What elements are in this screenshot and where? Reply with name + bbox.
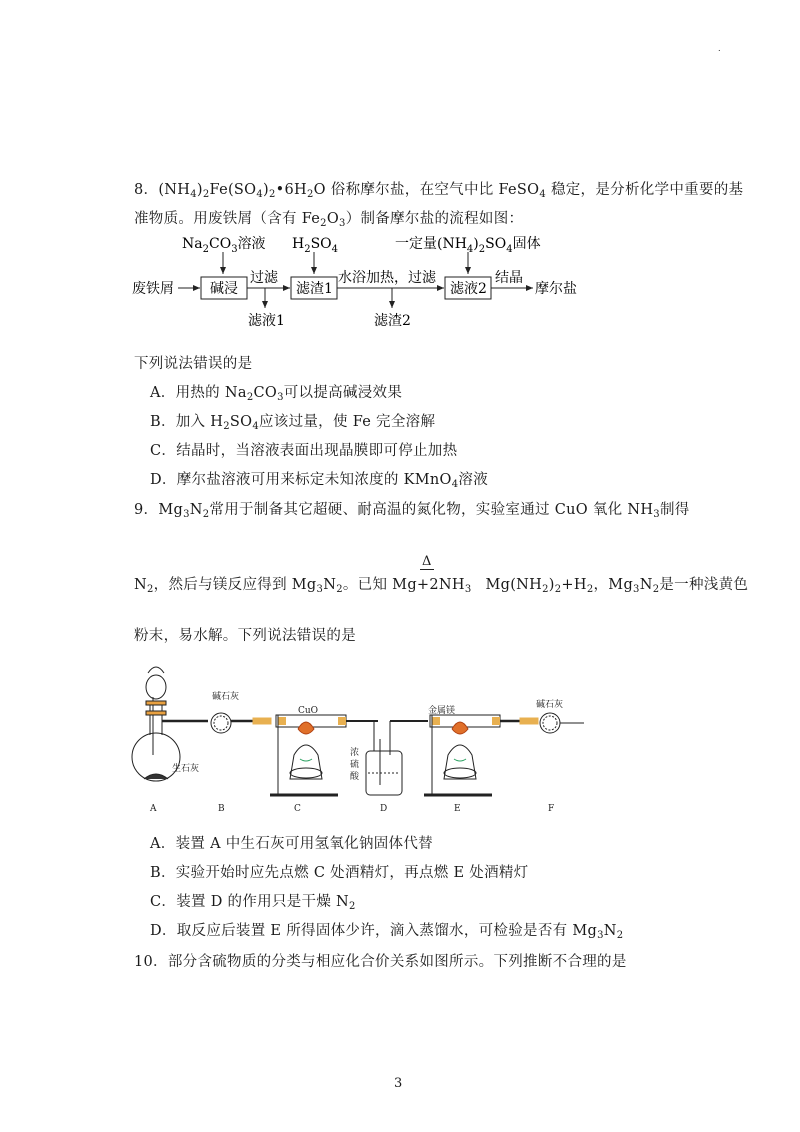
apparatus-c — [270, 715, 378, 795]
q8-option-d: D．摩尔盐溶液可用来标定未知浓度的 KMnO$_4$溶液 — [150, 472, 489, 490]
q8-option-c: C．结晶时，当溶液表面出现晶膜即可停止加热 — [150, 443, 458, 459]
flow-out1: 滤液1 — [248, 313, 285, 329]
q10-text: 10．部分含硫物质的分类与相应化合价关系如图所示。下列推断不合理的是 — [134, 954, 627, 970]
q9-line3: 粉末，易水解。下列说法错误的是 — [134, 628, 356, 644]
apparatus-d — [366, 721, 428, 795]
d-reagent-1: 浓 — [350, 748, 360, 758]
label-d: D — [380, 804, 388, 814]
page-number: 3 — [394, 1076, 403, 1091]
q9-line1: 9．$Mg_3N_2$常用于制备其它超硬、耐高温的氮化物，实验室通过 CuO 氧化 $NH_3$制得 — [134, 502, 690, 520]
q9-option-b: B．实验开始时应先点燃 C 处酒精灯，再点燃 E 处酒精灯 — [150, 865, 529, 881]
q8-stem: 下列说法错误的是 — [134, 356, 253, 372]
corner-mark: . — [718, 44, 721, 53]
d-reagent-2: 硫 — [350, 760, 360, 770]
flow-box2-label: 滤渣1 — [296, 281, 333, 297]
delta-symbol: Δ — [422, 554, 432, 569]
q8-line2: 准物质。用废铁屑（含有 $Fe_2O_3$）制备摩尔盐的流程如图： — [134, 211, 524, 229]
flow-box3-label: 滤液2 — [450, 281, 487, 297]
label-e: E — [454, 804, 461, 814]
q8-option-a: A．用热的 $Na_2CO_3$可以提高碱浸效果 — [150, 385, 403, 403]
f-reagent-label: 碱石灰 — [536, 700, 564, 710]
apparatus-f — [540, 713, 584, 733]
e-reagent-label: 金属镁 — [428, 706, 456, 716]
q9-option-d: D．取反应后装置 E 所得固体少许，滴入蒸馏水，可检验是否有 $Mg_3N_2$ — [150, 923, 624, 941]
flow-out2: 滤渣2 — [374, 313, 411, 329]
apparatus-b — [211, 713, 271, 733]
q8-option-b: B．加入 $H_2SO_4$应该过量，使 Fe 完全溶解 — [150, 414, 436, 432]
c-reagent-label: CuO — [298, 706, 319, 716]
q9-apparatus-diagram — [128, 655, 608, 815]
q8-line1: 8．$(NH_4)_2Fe(SO_4)_2•6H_2O$ 俗称摩尔盐，在空气中比 FeSO$_4$ 稳定，是分析化学中重要的基 — [134, 182, 744, 200]
flow-box1-label: 碱浸 — [210, 281, 238, 297]
b-reagent-label: 碱石灰 — [212, 692, 240, 702]
label-a: A — [150, 804, 157, 814]
q9-option-a: A．装置 A 中生石灰可用氢氧化钠固体代替 — [150, 836, 433, 852]
q8-flowchart — [120, 232, 720, 332]
apparatus-e — [424, 715, 538, 795]
q9-option-c: C．装置 D 的作用只是干燥 $N_2$ — [150, 894, 356, 912]
q9-line2: $N_2$，然后与镁反应得到 $Mg_3N_2$。已知 $Mg+2NH_3$ $Mg(NH_2)_2+H_2$，$Mg_3N_2$是一种浅黄色 — [134, 577, 749, 595]
flow-input: 废铁屑 — [132, 281, 174, 297]
reagent-nh4so4: 一定量$(NH_4)_2SO_4$固体 — [395, 236, 541, 255]
label-b: B — [218, 804, 225, 814]
flow-arrow3-label: 结晶 — [495, 270, 523, 286]
a-reagent-label: 生石灰 — [172, 764, 200, 774]
label-c: C — [294, 804, 301, 814]
flow-arrow1-label: 过滤 — [250, 270, 278, 286]
d-reagent-3: 酸 — [350, 772, 360, 782]
label-f: F — [548, 804, 555, 814]
reagent-h2so4: $H_2SO_4$ — [292, 236, 339, 255]
flow-output: 摩尔盐 — [535, 281, 577, 297]
reagent-na2co3: $Na_2CO_3$溶液 — [182, 236, 266, 255]
flow-arrow2-label: 水浴加热，过滤 — [338, 270, 436, 286]
